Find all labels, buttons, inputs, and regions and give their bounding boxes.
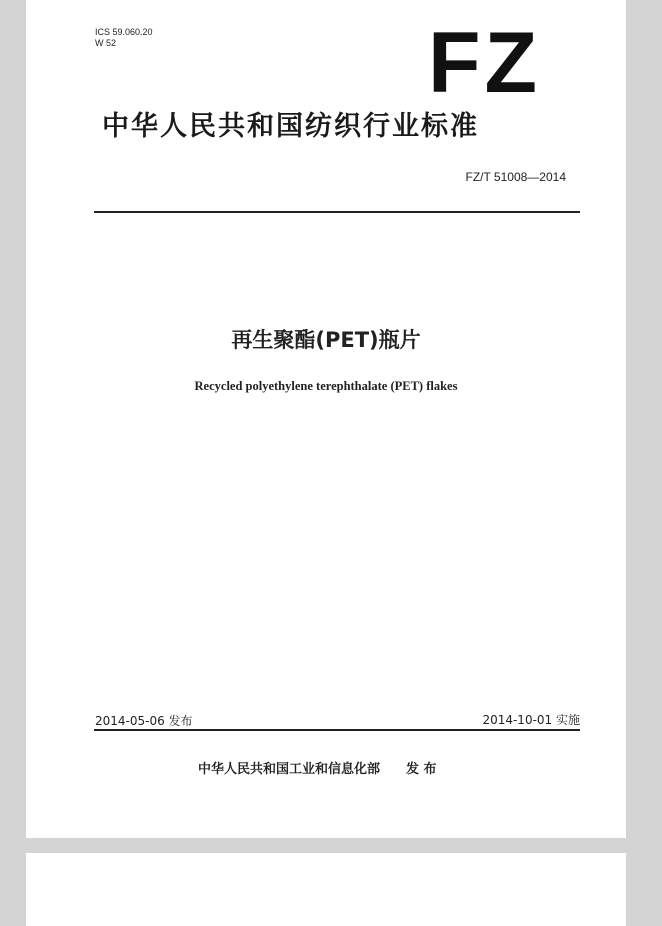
publish-action: 发 布 [406,762,437,777]
standard-code: FZ/T 51008—2014 [465,170,566,184]
publisher-line [198,761,437,779]
publisher-name: 中华人民共和国工业和信息化部 [198,762,381,777]
classification-block [95,27,153,49]
header-divider [94,211,580,213]
standard-title: 中华人民共和国纺织行业标准 [102,111,479,142]
document-title-english: Recycled polyethylene terephthalate (PET) flakes [194,379,458,393]
fz-logo: FZ [428,15,542,111]
document-title-chinese: 再生聚酯(PET)瓶片 [231,328,421,352]
footer-divider [94,729,580,731]
category-code: W 52 [95,38,117,48]
document-page [26,0,626,838]
implementation-date: 2014-10-01 实施 [482,713,580,727]
next-page [26,853,626,926]
issue-date: 2014-05-06 发布 [95,714,193,728]
ics-code: ICS 59.060.20 [95,27,153,37]
